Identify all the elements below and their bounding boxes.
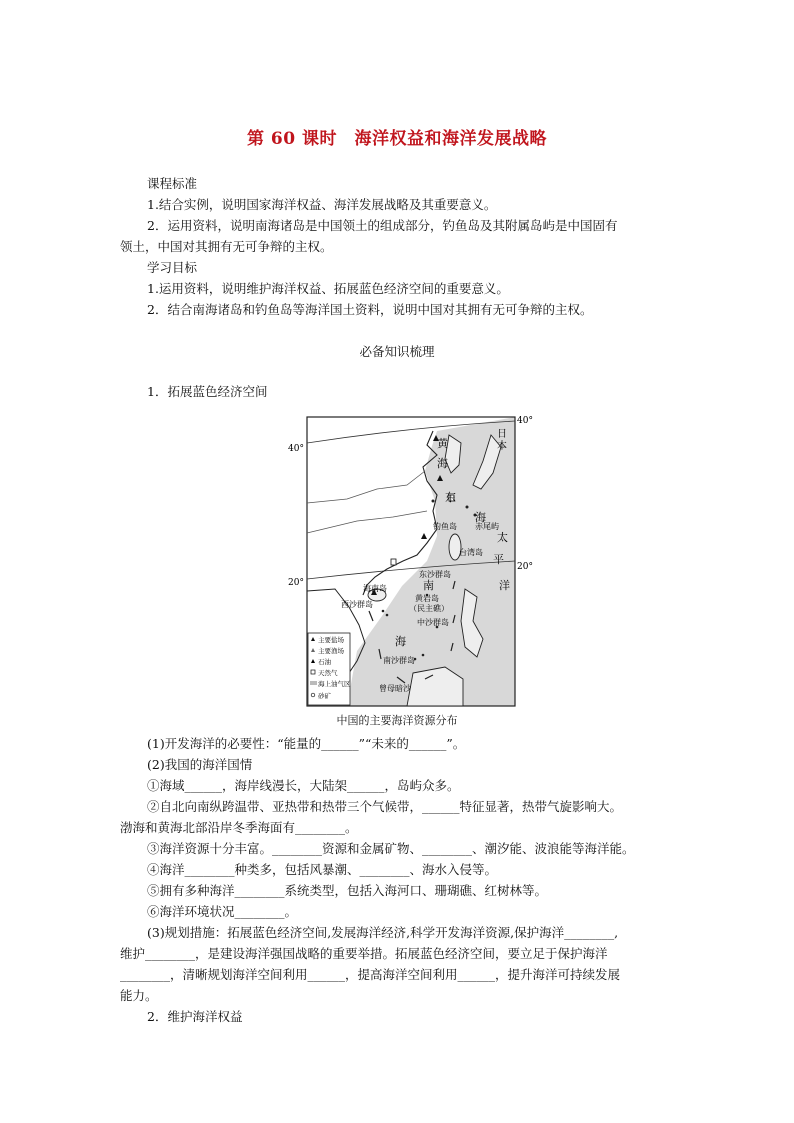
curriculum-item-2-cont: 领土，中国对其拥有无可争辩的主权。: [120, 239, 333, 254]
map-label-tai: 太: [497, 531, 508, 544]
map-label-japan-1: 日: [497, 429, 507, 440]
lat-label-20-left: 20°: [288, 578, 304, 588]
map-label-dongsha: 东沙群岛: [419, 570, 451, 579]
map-label-yang: 洋: [499, 579, 510, 592]
curriculum-item-2: 2．运用资料，说明南海诸岛是中国领土的组成部分，钓鱼岛及其附属岛屿是中国固有: [147, 218, 618, 233]
map-caption: 中国的主要海洋资源分布: [336, 714, 458, 727]
map-label-nan: 南: [423, 579, 434, 592]
legend-fish: 主要渔场: [318, 647, 344, 655]
goals-heading: 学习目标: [147, 260, 198, 275]
text-line-6: ③海洋资源十分丰富。________资源和金属矿物、________、潮汐能、波浪能等海洋能。: [147, 841, 635, 856]
text-line-5: 渤海和黄海北部沿岸冬季海面有________。: [120, 820, 358, 835]
text-line-1: (1)开发海洋的必要性：“能量的______”“未来的______”。: [147, 736, 466, 751]
text-line-9: ⑥海洋环境状况________。: [147, 904, 298, 919]
goals-item-2: 2．结合南海诸岛和钓鱼岛等海洋国土资料，说明中国对其拥有无可争辩的主权。: [147, 302, 593, 317]
page-title: 第 60 课时 海洋权益和海洋发展战略: [247, 129, 547, 149]
map-label-japan-2: 本: [497, 441, 507, 452]
section2-title: 2．维护海洋权益: [147, 1009, 243, 1024]
section1-title: 1．拓展蓝色经济空间: [147, 384, 268, 399]
map-label-hainan: 海南岛: [363, 584, 387, 593]
map-label-taiwan: 台湾岛: [459, 548, 483, 557]
text-line-12: ________，清晰规划海洋空间利用______，提高海洋空间利用______，提升海洋可持续发展: [120, 967, 621, 982]
map-label-chiwei: 赤尾屿: [475, 522, 499, 531]
curriculum-heading: 课程标准: [147, 176, 198, 191]
map-legend: [308, 633, 351, 705]
legend-oil: 石油: [318, 658, 331, 666]
legend-gas: 天然气: [318, 669, 338, 677]
legend-sand-ore: 砂矿: [318, 692, 331, 700]
text-line-4: ②自北向南纵跨温带、亚热带和热带三个气候带，______特征显著，热带气旋影响大。: [147, 799, 623, 814]
legend-salt: 主要盐场: [318, 636, 344, 644]
goals-item-1: 1.运用资料，说明维护海洋权益、拓展蓝色经济空间的重要意义。: [147, 281, 509, 296]
text-line-11: 维护________，是建设海洋强国战略的重要举措。拓展蓝色经济空间，要立足于保护海洋: [120, 946, 608, 961]
curriculum-item-1: 1.结合实例，说明国家海洋权益、海洋发展战略及其重要意义。: [147, 197, 497, 212]
text-line-10: (3)规划措施：拓展蓝色经济空间,发展海洋经济,科学开发海洋资源,保护海洋________,: [147, 925, 619, 940]
lat-label-40-left: 40°: [288, 444, 304, 454]
map-label-zengmu: 曾母暗沙: [379, 684, 411, 693]
legend-oilgas-area: 海上油气区: [318, 680, 351, 688]
text-line-7: ④海洋________种类多，包括风暴潮、________、海水入侵等。: [147, 862, 498, 877]
lat-label-20-right: 20°: [517, 562, 533, 572]
map-label-nansha: 南沙群岛: [383, 656, 415, 665]
section-heading: 必备知识梳理: [359, 344, 435, 359]
text-line-2: (2)我国的海洋国情: [147, 757, 253, 772]
map-label-huangyan-alt: （民主礁）: [409, 604, 449, 613]
text-line-3: ①海域______，海岸线漫长，大陆架______，岛屿众多。: [147, 778, 460, 793]
map-label-huangyan: 黄岩岛: [415, 594, 439, 603]
map-label-ping: 平: [493, 553, 504, 566]
lat-label-40-right: 40°: [517, 416, 533, 426]
map-label-dong: 东: [445, 491, 456, 504]
map-label-huang: 黄: [437, 437, 448, 450]
ocean-resources-map: [287, 411, 539, 711]
map-label-hai-1: 海: [437, 457, 448, 470]
map-label-hai-2: 海: [475, 511, 486, 524]
map-label-diaoyu: 钓鱼岛: [433, 522, 457, 531]
map-label-xisha: 西沙群岛: [341, 600, 373, 609]
map-label-zhongsha: 中沙群岛: [417, 618, 449, 627]
text-line-13: 能力。: [120, 988, 158, 1003]
map-label-hai-3: 海: [395, 635, 406, 648]
text-line-8: ⑤拥有多种海洋________系统类型，包括入海河口、珊瑚礁、红树林等。: [147, 883, 548, 898]
